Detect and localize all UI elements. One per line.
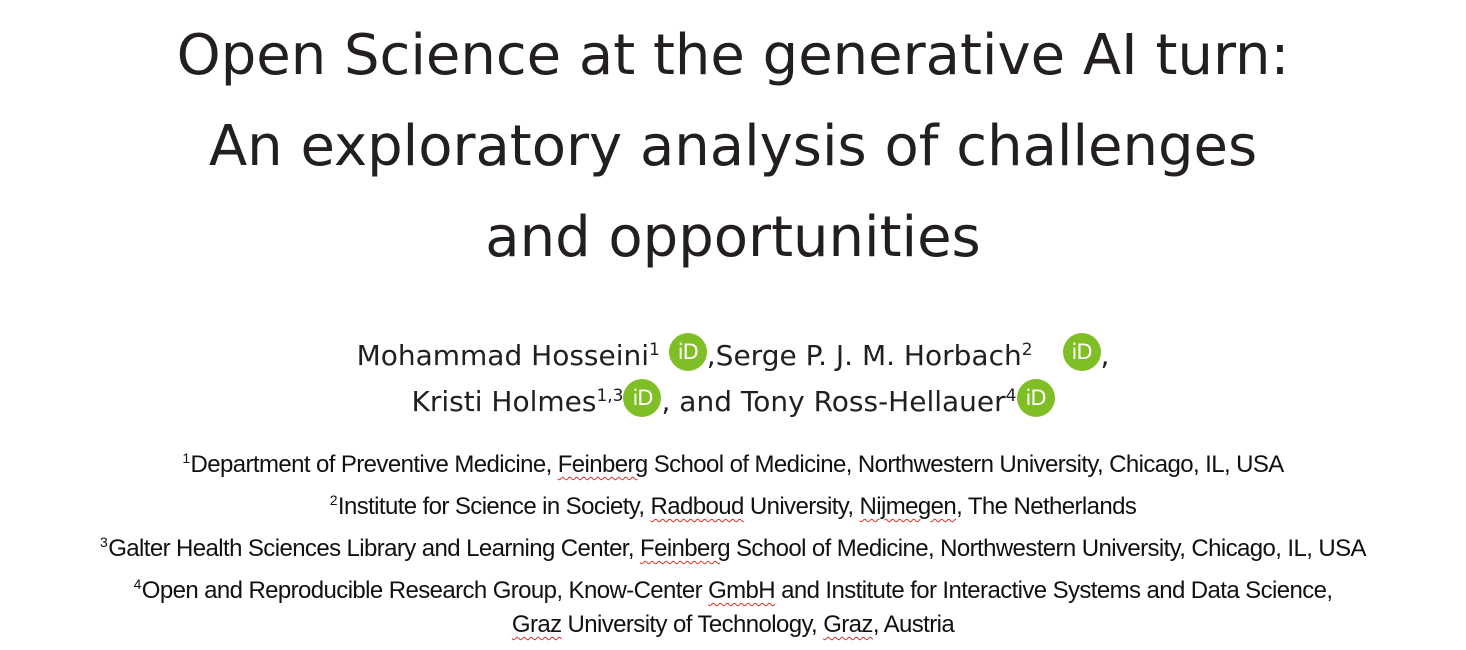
title-line-2: An exploratory analysis of challenges xyxy=(208,114,1258,179)
orcid-icon[interactable]: iD xyxy=(1063,333,1101,371)
spellcheck-flag: Graz xyxy=(511,611,562,638)
spellcheck-flag: GmbH xyxy=(708,577,776,604)
author-affil-marker: 4 xyxy=(1005,386,1017,406)
spellcheck-flag: Nijmegen xyxy=(859,493,957,520)
paper-title xyxy=(0,10,1466,283)
orcid-icon[interactable]: iD xyxy=(1017,379,1055,417)
spellcheck-flag: Feinberg xyxy=(557,451,648,478)
orcid-icon[interactable]: iD xyxy=(623,379,661,417)
affiliation-list xyxy=(0,448,1466,642)
affiliation-3: $^3$Galter Health Sciences Library and Learning Center, Feinberg School of Medicine, Northwestern University, Chicago, IL, USA xyxy=(100,534,1366,562)
author-line-1 xyxy=(0,333,1466,379)
author-line-2 xyxy=(0,379,1466,425)
author-name-ross-hellauer: Tony Ross-Hellauer xyxy=(740,385,1006,418)
author-separator: , xyxy=(1100,339,1110,372)
author-list xyxy=(0,333,1466,425)
orcid-icon[interactable]: iD xyxy=(669,333,707,371)
spellcheck-flag: Radboud xyxy=(650,493,744,520)
affiliation-4: $^4$Open and Reproducible Research Group, Know-Center GmbH and Institute for Interactive Systems and Data Science, xyxy=(133,576,1333,604)
affiliation-1: $^1$Department of Preventive Medicine, Feinberg School of Medicine, Northwestern University, Chicago, IL, USA xyxy=(182,450,1284,478)
author-separator: , xyxy=(706,339,716,372)
spellcheck-flag: Graz xyxy=(823,611,873,638)
title-line-3: and opportunities xyxy=(485,205,981,270)
affiliation-4-continued: Graz University of Technology, Graz, Austria xyxy=(511,611,955,638)
author-affil-marker: 1,3 xyxy=(596,386,624,406)
affiliation-2: $^2$Institute for Science in Society, Radboud University, Nijmegen, The Netherlands xyxy=(329,492,1137,520)
title-line-1: Open Science at the generative AI turn: xyxy=(176,23,1290,88)
author-affil-marker: 2 xyxy=(1021,340,1033,360)
spellcheck-flag: Feinberg xyxy=(640,535,730,562)
author-name-horbach: Serge P. J. M. Horbach xyxy=(715,339,1022,372)
author-name-hosseini: Mohammad Hosseini xyxy=(356,339,650,372)
author-affil-marker: 1 xyxy=(649,340,660,360)
author-conjunction: , and xyxy=(661,385,741,418)
author-name-holmes: Kristi Holmes xyxy=(411,385,597,418)
